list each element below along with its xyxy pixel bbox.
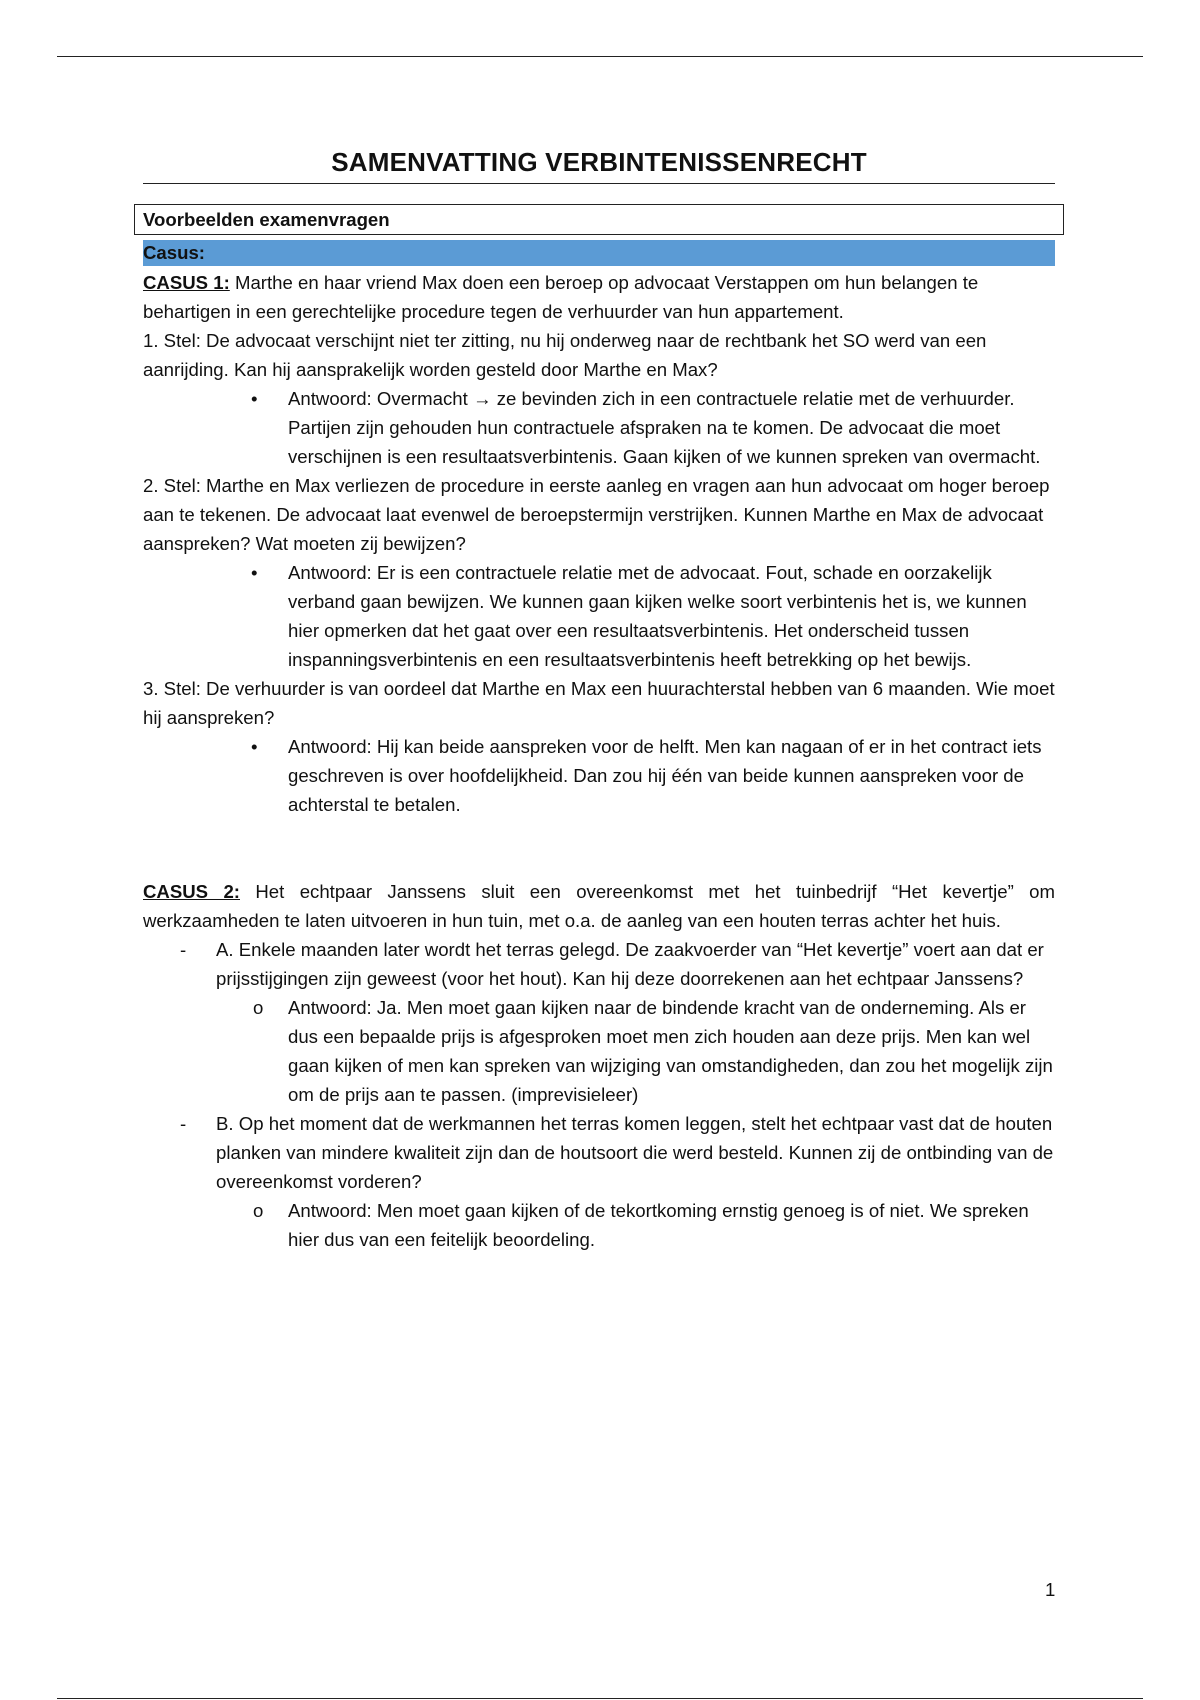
dash-icon: - [180,1113,187,1134]
casus2-intro-text: Het echtpaar Janssens sluit een overeenkomst met het tuinbedrijf “Het kevertje” om werkzaamheden te laten uitvoeren in hun tuin, met o.a. de aanleg van een houten terras achter het huis. [143,881,1055,931]
casus2-label: CASUS 2: [143,881,240,902]
document-title: SAMENVATTING VERBINTENISSENRECHT [143,144,1055,184]
circle-bullet-icon: o [253,1200,264,1221]
casus1-question-3: 3. Stel: De verhuurder is van oordeel dat Marthe en Max een huurachterstal hebben van 6 maanden. Wie moet hij aanspreken? [143,678,1055,728]
casus1-intro [143,268,1055,326]
casus1-label: CASUS 1: [143,272,230,293]
examples-heading-box: Voorbeelden examenvragen [134,204,1064,235]
casus-section-bar: Casus: [143,240,1055,266]
answer-text: Antwoord: Overmacht → ze bevinden zich in een contractuele relatie met de verhuurder. Partijen zijn gehouden hun contractuele afspraken na te komen. De advocaat die moet verschijnen is een resultaatsverbintenis. Gaan kijken of we kunnen spreken van overmacht. [288,388,1041,467]
bullet-icon: • [251,388,258,409]
casus2-answer-b [143,1196,1055,1254]
casus2-question-b [143,1109,1055,1196]
casus2-intro [143,877,1055,935]
casus1-question-1: 1. Stel: De advocaat verschijnt niet ter zitting, nu hij onderweg naar de rechtbank het SO werd van een aanrijding. Kan hij aansprakelijk worden gesteld door Marthe en Max? [143,330,987,380]
document-body [143,144,1055,1254]
casus1-answer-3 [143,732,1055,819]
page-number: 1 [1045,1579,1056,1600]
question-text: A. Enkele maanden later wordt het terras gelegd. De zaakvoerder van “Het kevertje” voert aan dat er prijsstijgingen zijn geweest (voor het hout). Kan hij deze doorrekenen aan het echtpaar Janssens? [216,939,1044,989]
bullet-icon: • [251,562,258,583]
answer-text: Antwoord: Er is een contractuele relatie met de advocaat. Fout, schade en oorzakelijk verband gaan bewijzen. We kunnen gaan kijken welke soort verbintenis het is, we kunnen hier opmerken dat het gaat over een resultaatsverbintenis. Het onderscheid tussen inspanningsverbintenis en een resultaatsverbintenis heeft betrekking op het bewijs. [288,562,1027,670]
circle-bullet-icon: o [253,997,264,1018]
casus2-answer-a [143,993,1055,1109]
casus2-question-a [143,935,1055,993]
question-text: B. Op het moment dat de werkmannen het terras komen leggen, stelt het echtpaar vast dat de houten planken van mindere kwaliteit zijn dan de houtsoort die werd besteld. Kunnen zij de ontbinding van de overeenkomst vorderen? [216,1113,1054,1192]
answer-text: Antwoord: Hij kan beide aanspreken voor de helft. Men kan nagaan of er in het contract iets geschreven is over hoofdelijkheid. Dan zou hij één van beide kunnen aanspreken voor de achterstal te betalen. [288,736,1042,815]
header-rule [57,56,1143,57]
casus1-answer-2 [143,558,1055,674]
answer-text: Antwoord: Ja. Men moet gaan kijken naar de bindende kracht van de onderneming. Als er dus een bepaalde prijs is afgesproken moet men zich houden aan deze prijs. Men kan wel gaan kijken of men kan spreken van wijziging van omstandigheden, dan zou het mogelijk zijn om de prijs aan te passen. (imprevisieleer) [288,997,1053,1105]
spacer [143,819,1055,877]
answer-text: Antwoord: Men moet gaan kijken of de tekortkoming ernstig genoeg is of niet. We spreken hier dus van een feitelijk beoordeling. [288,1200,1029,1250]
casus1-intro-text: Marthe en haar vriend Max doen een beroep op advocaat Verstappen om hun belangen te behartigen in een gerechtelijke procedure tegen de verhuurder van hun appartement. [143,272,979,322]
dash-icon: - [180,939,187,960]
bullet-icon: • [251,736,258,757]
casus1-question-2: 2. Stel: Marthe en Max verliezen de procedure in eerste aanleg en vragen aan hun advocaat om hoger beroep aan te tekenen. De advocaat laat evenwel de beroepstermijn verstrijken. Kunnen Marthe en Max de advocaat aanspreken? Wat moeten zij bewijzen? [143,475,1050,554]
footer-rule [57,1698,1143,1699]
casus1-answer-1 [143,384,1055,471]
